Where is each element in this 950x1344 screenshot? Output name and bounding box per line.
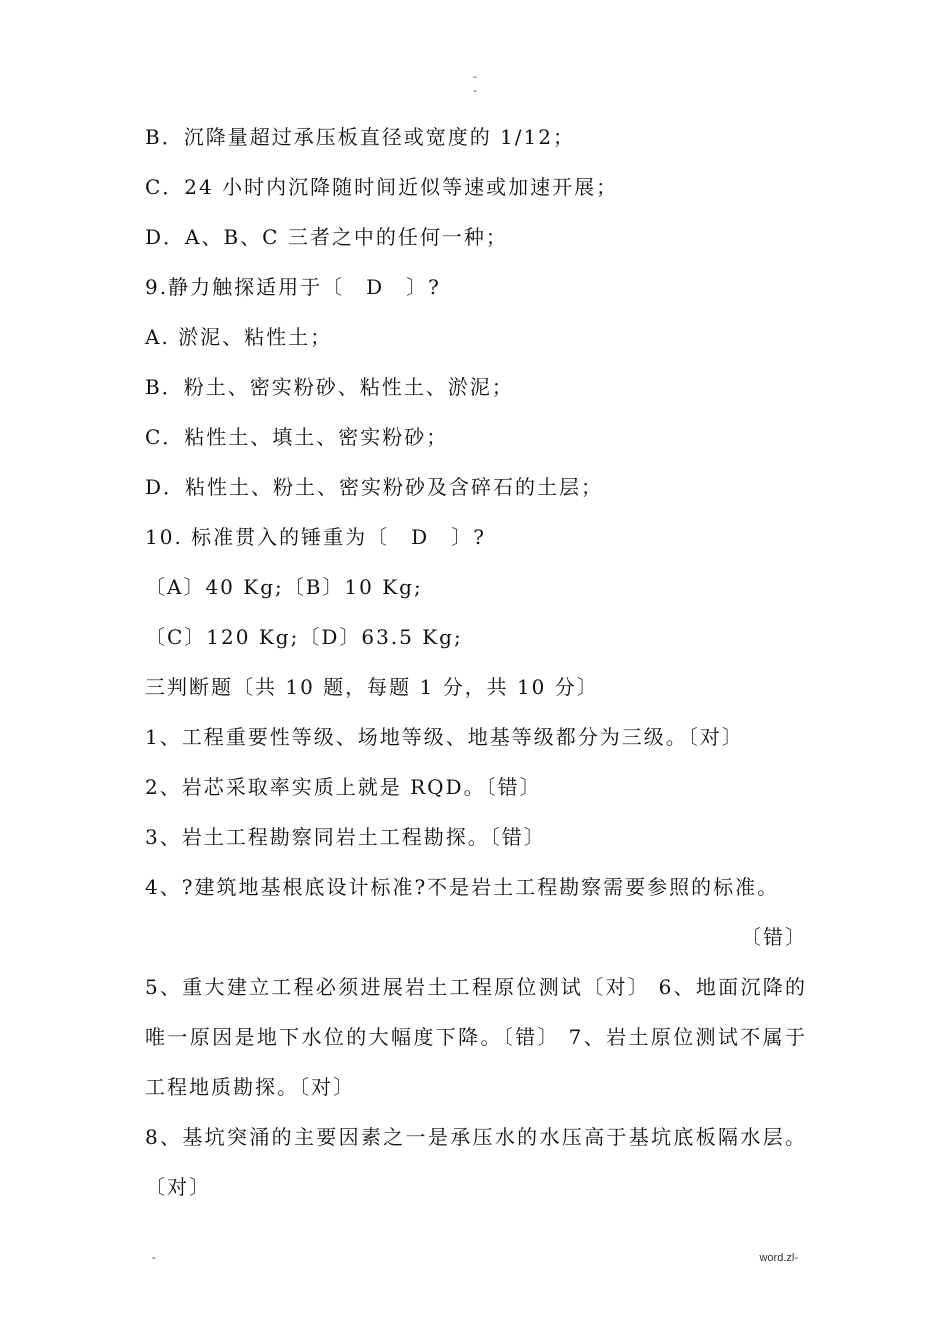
tf-item-2: 2、岩芯采取率实质上就是 RQD。〔错〕: [145, 775, 542, 799]
tf-item-3: 3、岩土工程勘察同岩土工程勘探。〔错〕: [145, 825, 546, 849]
tf-item-8: 8、基坑突涌的主要因素之一是承压水的水压高于基坑底板隔水层。〔对〕: [145, 1125, 807, 1199]
option-b-q9: B．粉土、密实粉砂、粘性土、淤泥；: [145, 375, 514, 399]
tf-items-5-7: 5、重大建立工程必须进展岩土工程原位测试〔对〕 6、地面沉降的唯一原因是地下水位的大幅度下降。〔错〕 7、岩土原位测试不属于工程地质勘探。〔对〕: [145, 975, 807, 1099]
tf-item-4: 4、?建筑地基根底设计标准?不是岩土工程勘察需要参照的标准。: [145, 875, 780, 899]
question-9: 9.静力触探适用于〔 D 〕?: [145, 275, 441, 299]
tf-item-4-answer: 〔错〕: [741, 925, 807, 949]
tf-item-1: 1、工程重要性等级、场地等级、地基等级都分为三级。〔对〕: [145, 725, 744, 749]
option-c-q9: C．粘性土、填土、密实粉砂；: [145, 425, 449, 449]
header-mark-bottom: -: [473, 85, 477, 97]
question-10: 10. 标准贯入的锤重为〔 D 〕?: [145, 525, 486, 549]
option-a-q9: A. 淤泥、粘性土；: [145, 325, 333, 349]
options-ab-q10: 〔A〕40 Kg;〔B〕10 Kg;: [145, 575, 423, 599]
section-heading-true-false: 三判断题〔共 10 题，每题 1 分，共 10 分〕: [145, 675, 599, 699]
page-header: [0, 70, 950, 98]
option-d-q8: D．A、B、C 三者之中的任何一种；: [145, 225, 508, 249]
option-d-q9: D．粘性土、粉土、密实粉砂及含碎石的土层；: [145, 475, 604, 499]
options-cd-q10: 〔C〕120 Kg;〔D〕63.5 Kg;: [145, 625, 463, 649]
footer-source: word.zl-: [759, 1252, 798, 1264]
document-body: [145, 112, 807, 1212]
header-mark-top: -: [473, 71, 477, 83]
option-c-q8: C．24 小时内沉降随时间近似等速或加速开展；: [145, 175, 619, 199]
option-b-q8: B．沉降量超过承压板直径或宽度的 1/12；: [145, 125, 575, 149]
footer-left-mark: -: [152, 1252, 156, 1264]
